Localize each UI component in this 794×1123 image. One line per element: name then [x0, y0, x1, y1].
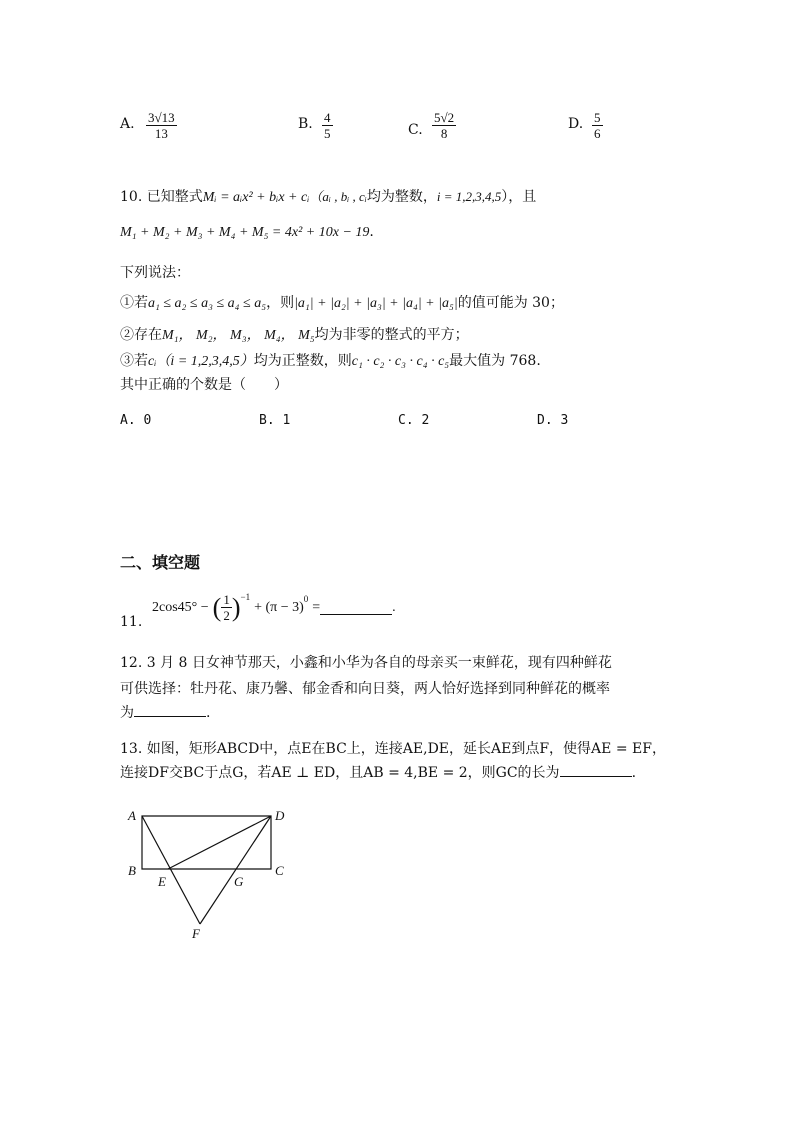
q10-ask: 其中正确的个数是（ ） [120, 377, 288, 393]
q9-option-b-frac [322, 110, 333, 141]
q13-answer-blank[interactable] [560, 762, 632, 777]
frac-denominator: 5 [324, 126, 331, 141]
q9-option-b-label: B. [298, 116, 313, 132]
q10-int-text: 均为整数， [366, 189, 437, 205]
q11-expr-c: = [312, 599, 321, 615]
q11-answer-blank[interactable] [320, 600, 392, 615]
q9-option-c-label: C. [408, 122, 423, 138]
q12-end: . [206, 705, 211, 721]
q9-option-a-frac [146, 110, 177, 141]
q9-option-a-label: A. [120, 116, 135, 132]
q10-statement-2 [120, 324, 469, 344]
label-c: C [275, 863, 284, 878]
segment-df [200, 816, 271, 924]
q10-period: . [369, 224, 374, 240]
q10-tail: ），且 [501, 189, 537, 205]
segment-ed [168, 816, 271, 869]
q10-option-d: D. 3 [537, 413, 569, 428]
segment-af [142, 816, 200, 924]
q13-line1: 13. 如图，矩形ABCD中，点E在BC上，连接AE,DE，延长AE到点F，使得AE = EF， [120, 741, 666, 757]
s1-suffix: 的值可能为 30； [457, 295, 564, 311]
s2-suffix: 均为非零的整式的平方； [314, 327, 469, 343]
label-g: G [234, 874, 244, 889]
q9-options [120, 116, 135, 132]
s3-suffix: 最大值为 768. [449, 353, 541, 369]
q11-expr-a: 2cos45° − [152, 599, 209, 615]
q10-statement-3 [120, 350, 541, 370]
q10-option-a: A. 0 [120, 413, 152, 428]
frac-denominator: 6 [594, 126, 601, 141]
frac-numerator: 1 [223, 592, 230, 607]
q10-option-c: C. 2 [398, 413, 430, 428]
q10-lead: 10. 已知整式 [120, 189, 203, 205]
section-title: 二、填空题 [120, 553, 201, 572]
s1-condition: a₁ ≤ a₂ ≤ a₃ ≤ a₄ ≤ a₅ [148, 296, 267, 311]
label-b: B [128, 863, 136, 878]
q10-expr-m: Mᵢ = aᵢx² + bᵢx + cᵢ [202, 190, 310, 205]
q12-line3 [120, 702, 210, 722]
q12-line3-prefix: 为 [120, 705, 134, 721]
q12-line1: 12. 3 月 8 日女神节那天，小鑫和小华为各自的母亲买一束鲜花，现有四种鲜花 [120, 655, 612, 671]
q10-sum-equation: M₁ + M₂ + M₃ + M₄ + M₅ = 4x² + 10x − 19 [120, 225, 370, 240]
s1-abs-sum: |a₁| + |a₂| + |a₃| + |a₄| + |a₅| [294, 296, 458, 311]
q11-expression: 2cos45° − ( $\frac{1}{2}$ ) $^{-1}$ + (π − 3) $^0$ = . [152, 592, 396, 623]
q11-exponent-neg1: −1 [240, 592, 251, 602]
q11-exponent-zero: 0 [303, 594, 309, 604]
s2-prefix: ②存在 [120, 327, 162, 343]
frac-numerator: 3√13 [148, 110, 175, 125]
s1-mid: ，则 [266, 295, 295, 311]
geometry-figure [120, 800, 300, 945]
q10-intro: 下列说法： [120, 265, 190, 281]
q13-line2-text: 连接DF交BC于点G，若AE ⊥ ED，且AB = 4,BE = 2，则GC的长为 [120, 765, 560, 781]
q11-expr-b: + (π − 3) [254, 599, 304, 615]
label-f: F [192, 926, 200, 941]
q10-index: i = 1,2,3,4,5 [436, 189, 502, 204]
frac-numerator: 5√2 [434, 110, 455, 125]
q12-line2: 可供选择：牡丹花、康乃馨、郁金香和向日葵，两人恰好选择到同种鲜花的概率 [120, 681, 610, 697]
s1-prefix: ①若 [120, 295, 148, 311]
q10-statement-1 [120, 292, 564, 312]
q10-line1 [120, 186, 536, 206]
frac-numerator: 4 [324, 110, 331, 125]
frac-denominator: 8 [440, 126, 448, 141]
label-d: D [275, 808, 285, 823]
frac-denominator: 2 [223, 608, 230, 623]
frac-numerator: 5 [594, 110, 601, 125]
s3-prefix: ③若 [120, 353, 148, 369]
q11-number: 11. [120, 614, 143, 630]
q10-vars: （aᵢ , bᵢ , cᵢ [309, 189, 367, 204]
label-a: A [128, 808, 136, 823]
q9-option-d-frac [592, 110, 603, 141]
rectangle-abcd [142, 816, 271, 869]
q13-end: . [631, 765, 637, 781]
s2-list: M₁， M₂， M₃， M₄， M₅ [162, 328, 315, 343]
q11-end: . [392, 599, 396, 615]
q13-line2 [120, 762, 636, 782]
s3-product: c₁ · c₂ · c₃ · c₄ · c₅ [351, 354, 450, 369]
q10-option-b: B. 1 [259, 413, 291, 428]
q9-option-c-frac [432, 110, 456, 141]
s3-ci: cᵢ（i = 1,2,3,4,5） [148, 354, 254, 369]
s3-mid: 均为正整数，则 [253, 353, 352, 369]
q10-line2 [120, 224, 374, 241]
label-e: E [158, 874, 166, 889]
frac-denominator: 13 [154, 126, 168, 141]
q9-option-d-label: D. [568, 116, 584, 132]
q12-answer-blank[interactable] [134, 702, 206, 717]
